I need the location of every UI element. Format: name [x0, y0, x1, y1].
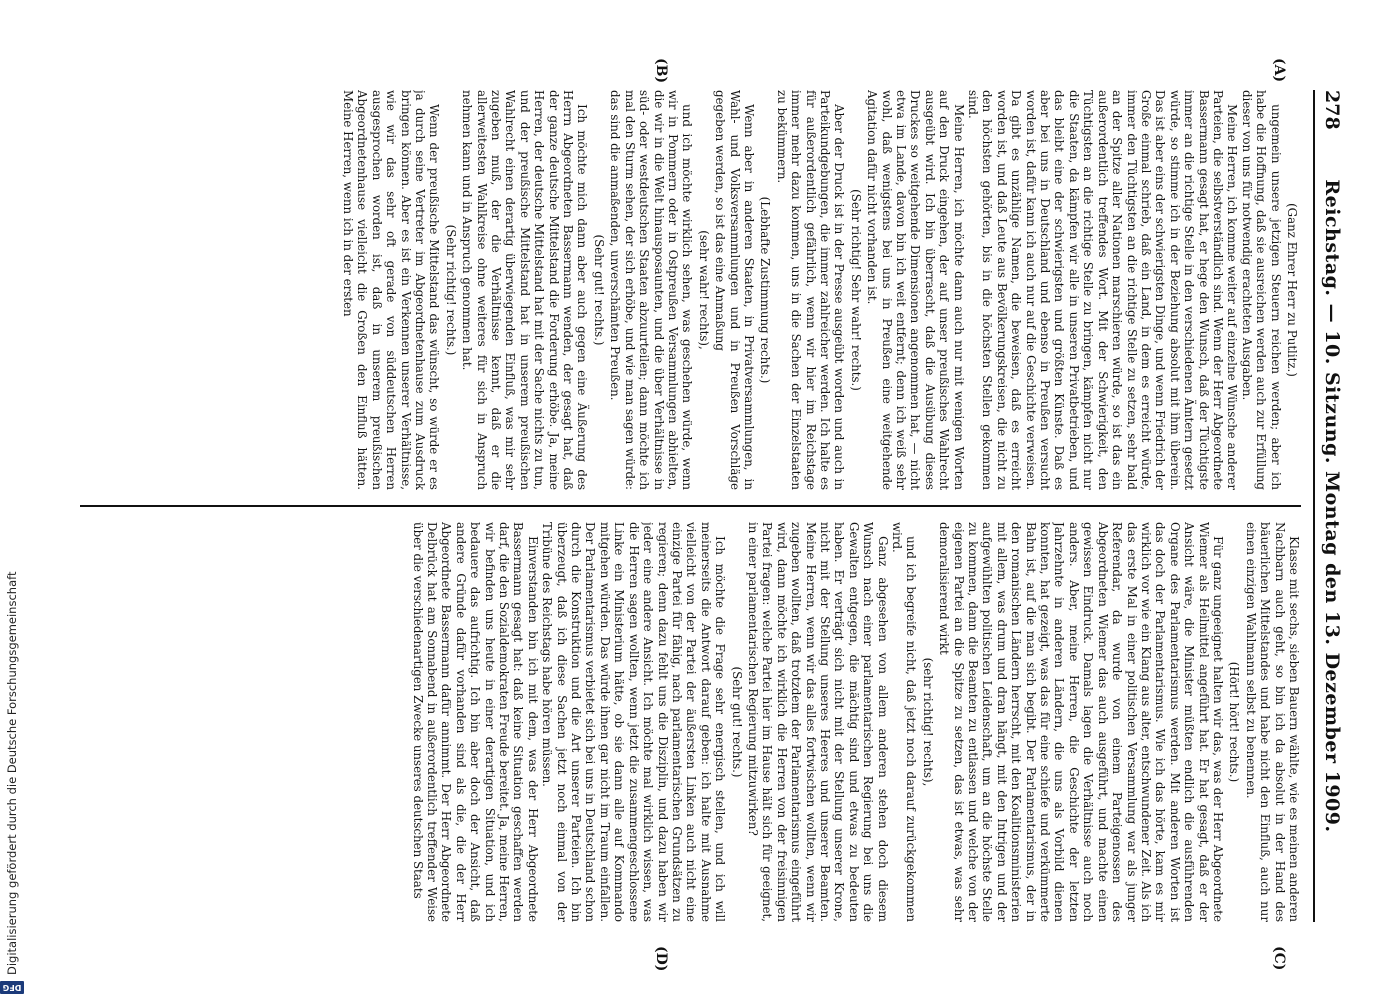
- left-column: [80, 90, 1301, 490]
- interjection: (Sehr richtig! Sehr wahr! rechts.): [848, 189, 863, 391]
- right-column: [80, 522, 1301, 922]
- paragraph: und ich begreife nicht, daß jetzt noch darauf zurückgekommen wird.: [890, 522, 919, 922]
- paragraph: Ich möchte die Frage sehr energisch stellen, und ich will meinerseits die Antwort darauf geben: ich halte mit Ausnahme vielleicht von der Partei der äußersten Linken auch nicht eine einzige Partei für fähig, nach parlamentarischen Grundsätzen zu regieren; denn dazu fehlt uns die Disziplin, und dazu haben wir jeder eine andere Ansicht. Ich möchte mal wirklich wissen, was die Herren sagen wollten, wenn jetzt die zusammengeschlossene Linke ein Ministerium hätte, ob sie dann alle auf Kommando mitgehen würden. Das würde ihnen gar nicht im Traum einfallen. Der Parlamentarismus verbietet sich bei uns in Deutschland schon durch die Konstruktion und die Art unserer Parteien. Ich bin überzeugt, daß ich diese Sachen jetzt noch einmal von der Tribüne des Reichstags habe hören müssen.: [540, 522, 728, 922]
- paragraph: Einverstanden bin ich mit dem, was der Herr Abgeordnete Bassermann gesagt hat: daß keine Situation geschaffen werden darf, die den Sozialdemokraten Freude bereitet. Ja, meine Herren, wir befinden uns heute in einer derartigen Situation, und ich bedauere das aufrichtig. Ich bin aber doch der Ansicht, daß andere Gründe dafür vorhanden sind als die, die der Herr Abgeordnete Bassermann dafür annimmt. Der Herr Abgeordnete Delbrück hat am Sonnabend in außerordentlich treffender Weise über die verschiedenartigen Zwecke unseres deutschen Staats: [410, 522, 540, 922]
- interjection: (sehr wahr! rechts),: [696, 230, 711, 350]
- interjection: (Hört! hört! rechts.): [1227, 661, 1242, 783]
- paragraph: Ganz abgesehen von allem anderen stehen doch diesem Wunsch nach einer parlamentarischen Regierung bei uns die Gewalten entgegen, die mächtig sind und etwas zu bedeuten haben. Er verträgt sich nicht mit der Stellung unserer Krone, nicht mit der Stellung unseres Heeres und unserer Beamten. Meine Herren, wenn wir das alles fortwischen wollten, wenn wir zugeben wollten, daß trotzdem der Parlamentarismus eingeführt wird, dann möchte ich wirklich die Herren von der freisinnigen Partei fragen: welche Partei hier im Hause hält sich für geeignet, in einer parlamentarischen Regierung mitzuwirken?: [745, 522, 890, 922]
- dfg-logo-icon: DFG: [0, 981, 24, 994]
- running-title: Reichstag. — 10. Sitzung. Montag den 13. Dezember 1909.: [1321, 179, 1343, 833]
- column-divider: [80, 505, 1301, 507]
- paragraph: Wenn aber in anderen Staaten, in Privatversammlungen, in Wahl- und Volksversammlungen und in Preußen Vorschläge gegeben werden, so ist das eine Anmaßung: [713, 90, 756, 490]
- interjection: (Sehr gut! rechts.): [591, 234, 606, 346]
- paragraph: und ich möchte wirklich sehen, was geschehen würde, wenn wir in Pommern oder in Ostpreußen Versammlungen abhielten, die wir in die Welt hinausposaunten, und die über Verhältnisse in süd- oder westdeutschen Staaten abzuurteilen; dann möchte ich mal den Sturm sehen, der sich erhöbe, und wie man sagen würde: das sind die anmaßenden, unverschämten Preußen.: [608, 90, 695, 490]
- margin-marker-a: (A): [1271, 58, 1287, 83]
- margin-marker-c: (C): [1271, 946, 1287, 971]
- digitization-credit: [2, 6, 22, 994]
- paragraph: Für ganz ungeeignet halten wir das, was der Herr Abgeordnete Wiemer als Heilmittel angeführt hat. Er hat gesagt, daß er der Ansicht wäre, die Minister müßten endlich die ausführenden Organe des Parlamentarismus werden. Mit anderen Worten ist das doch der Parlamentarismus. Wie ich das hörte, kam es mir wirklich vor wie ein Klang aus alter, entschwundener Zeit. Als ich das erste Mal in einer politischen Versammlung war als junger Referendar, da wurde von einem Parteigenossen des Abgeordneten Wiemer das auch ausgeführt, und machte einen gewissen Eindruck. Damals lagen die Verhältnisse auch noch anders. Aber, meine Herren, die Geschichte der letzten Jahrzehnte in anderen Ländern, die uns als Vorbild dienen konnten, hat gezeigt, was das für eine schiefe und verkümmerte Bahn ist, auf die man sich begibt. Der Parlamentarismus, der in den romanischen Ländern herrscht, mit den Koalitionsministerien mit allem, was drum und dran hängt, mit den Intrigen und der aufgewühlten politischen Leidenschaft, um an die höchste Stelle zu kommen, dann die Beamten zu entlassen und welche von der eigenen Partei an die Spitze zu setzen, das ist etwas, was sehr demoralisierend wirkt: [937, 522, 1225, 922]
- interjection: (Lebhafte Zustimmung rechts.): [758, 196, 773, 384]
- credit-text: Digitalisierung gefördert durch die Deutsche Forschungsgemeinschaft: [5, 571, 19, 975]
- paragraph: Meine Herren, ich möchte dann auch nur mit wenigen Worten auf den Druck eingehen, der auf unser preußisches Wahlrecht ausgeübt wird. Ich bin überrascht, daß die Ausübung dieses Druckes so weitgehende Dimensionen angenommen hat, — nicht etwa im Lande, davon bin ich weit entfernt; denn ich weiß sehr wohl, daß wenigstens bei uns in Preußen eine weitgehende Agitation dafür nicht vorhanden ist.: [865, 90, 966, 490]
- paragraph: ungemein unsere jetzigen Steuern reichen werden; aber ich habe die Hoffnung, daß sie ausreichen werden auch zur Erfüllung dieser von uns für notwendig erachteten Ausgaben.: [1239, 90, 1283, 490]
- interjection: (Ganz Ehrer Herr zu Putlitz.): [1285, 203, 1299, 377]
- interjection: (sehr richtig! rechts),: [920, 657, 935, 787]
- margin-marker-b: (B): [653, 58, 669, 84]
- margin-marker-d: (D): [653, 946, 669, 972]
- paragraph: Ich möchte mich dann aber auch gegen eine Äußerung des Herrn Abgeordneten Bassermann wenden, der gesagt hat, daß der ganze deutsche Mittelstand die Forderung erhöbe. Ja, meine Herren, der deutsche Mittelstand hat mit der Sache nichts zu tun, und der preußische Mittelstand hat in unserem preußischen Wahlrecht einen derartig überwiegenden Einfluß, was mir sehr zugeben muß, der die Verhältnisse kennt, daß er die allerweitesten Wahlkreise ohne weiteres für sich in Anspruch nehmen kann und in Anspruch genommen hat.: [460, 90, 590, 490]
- paragraph: Meine Herren, ich komme weiter auf einzelne Wünsche anderer Parteien, die selbstverständlich sind. Wenn der Herr Abgeordnete Bassermann gesagt hat, er hege den Wunsch, daß der Tüchtigste immer an die richtige Stelle in den verschiedenen Ämtern gesetzt würde, so stimme ich in der Beziehung absolut mit ihm überein. Das ist aber eins der schwierigsten Dinge, und wenn Friedrich der Große einmal schrieb, daß ein Land, in dem es erreicht würde, immer den Tüchtigsten an die richtige Stelle zu setzen, sehr bald an der Spitze aller Nationen marschieren würde, so ist das ein außerordentlich treffendes Wort. Mit der Schwierigkeit, den Tüchtigsten an die richtige Stelle zu bringen, kämpfen nicht nur die Staaten, da kämpfen wir alle in unseren Privatbetrieben, und das bleibt eine der schwierigsten und größten Künste. Daß es aber bei uns in Deutschland und ebenso in Preußen versucht worden ist, dafür kann ich auch nur auf die Geschichte verweisen. Da gibt es unzählige Namen, die beweisen, daß es erreicht worden ist, und daß Leute aus Bevölkerungskreisen, die nicht zu den höchsten gehörten, bis in die höchsten Stellen gekommen sind.: [966, 90, 1240, 490]
- paragraph: Aber der Druck ist in der Presse ausgeübt worden und auch in Parteikundgebungen, die immer zahlreicher werden. Ich halte es für außerordentlich gefährlich, wenn wir hier im Reichstage immer mehr dazu kommen, uns in die Sachen der Einzelstaaten zu bekümmern.: [774, 90, 847, 490]
- paragraph: Klasse mit sechs, sieben Bauern wählte, wie es meinen anderen Nachbarn auch geht, so bin ich da absolut in der Hand des bäuerlichen Mittelstandes und habe nicht den Einfluß, auch nur einen einzigen Wahlmann selbst zu benennen.: [1243, 522, 1301, 922]
- page-number: 278: [1321, 90, 1343, 130]
- page-header: [1313, 90, 1347, 922]
- interjection: (Sehr gut! rechts.): [729, 666, 744, 778]
- paragraph: Wenn der preußische Mittelstand das wünscht, so würde er es ja durch seine Vertreter im Abgeordnetenhause zum Ausdruck bringen können. Aber es ist ein Verkennen unserer Verhältnisse, wie wir das sehr oft gerade von süddeutschen Herren ausgesprochen worden ist, daß in unserem preußischen Abgeordnetenhause vielleicht die Großen den Einfluß hätten. Meine Herren, wenn ich in der ersten: [341, 90, 442, 490]
- interjection: (Sehr richtig! rechts.): [443, 224, 458, 356]
